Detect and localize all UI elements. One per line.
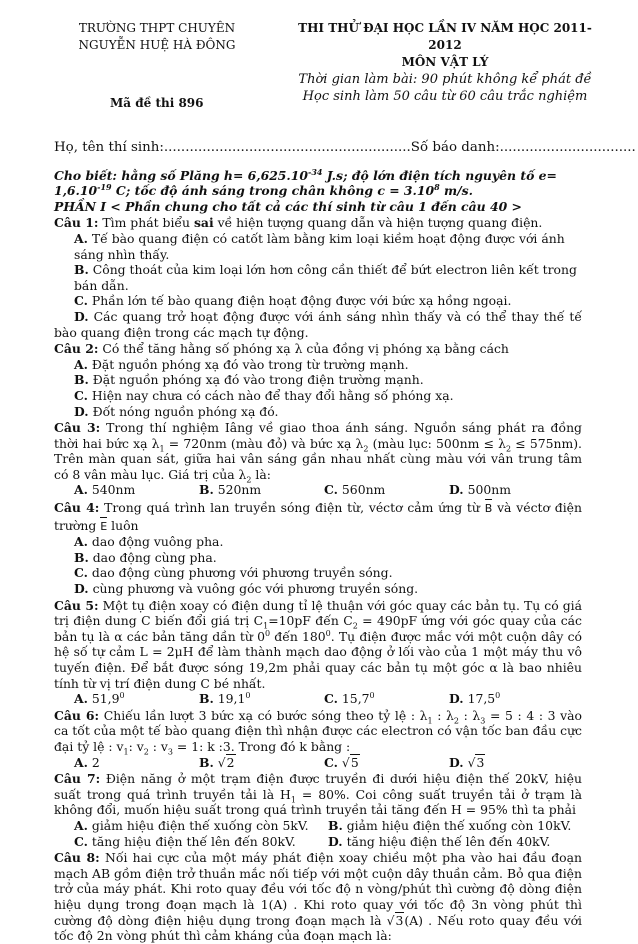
time-note: Thời gian làm bài: 90 phút không kể phát đề <box>298 72 592 87</box>
name-dots: .......................................................... <box>163 140 411 155</box>
exam-title: THI THỬ ĐẠI HỌC LẦN IV NĂM HỌC 2011-2012 MÔN VẬT LÝ Thời gian làm bài: 90 phút không kể phát đề Học sinh làm 50 câu từ 60 câu trắc nghiệm <box>290 20 600 105</box>
sqrt-symbol: √3 <box>467 754 485 770</box>
question-7: Câu 7: Điện năng ở một trạm điện được truyền đi dưới hiệu điện thế 20kV, hiệu suất trong quá trình truyền tải là $H_1 = 80\%$. Coi công suất truyền tải ở trạm là không đổi, muốn hiệu suất trong quá trình truyền tải tăng đến H = 95% thì ta phải A. giảm hiệu điện thế xuống còn 5kV. B. giảm hiệu điện thế xuống còn 10kV. C. tăng hiệu điện thế lên đến 80kV. D. tăng hiệu điện thế lên đến 40kV. <box>54 771 582 849</box>
option-b[interactable]: B. Công thoát của kim loại lớn hơn công cần thiết để bứt electron liên kết trong bán dẫn. <box>74 262 577 293</box>
question-label: Câu 8: <box>54 850 100 866</box>
option-d[interactable]: D. Các quang trở hoạt động được với ánh sáng nhìn thấy và có thể thay thế tế bào quang điện trong các mạch tự động. <box>54 308 582 340</box>
question-label: Câu 5: <box>54 597 99 613</box>
section-heading: PHẦN I < Phần chung cho tất cả các thí sinh từ câu 1 đến câu 40 > <box>54 198 522 214</box>
question-label: Câu 3: <box>54 420 101 436</box>
option-c[interactable]: C. tăng hiệu điện thế lên đến 80kV. <box>74 833 296 849</box>
question-1: Câu 1: Tìm phát biểu sai về hiện tượng quang dẫn và hiện tượng quang điện. A. Tế bào quang điện có catốt làm bằng kim loại kiềm hoạt động được với ánh sáng nhìn thấy. B. Công thoát của kim loại lớn hơn công cần thiết để bứt electron liên kết trong bán dẫn. C. Phần lớn tế bào quang điện hoạt động được với bức xạ hồng ngoại. D. Các quang trở hoạt động được với ánh sáng nhìn thấy và có thể thay thế tế bào quang điện trong các mạch tự động. <box>54 215 582 340</box>
option-d[interactable]: D. tăng hiệu điện thế lên đến 40kV. <box>328 833 551 849</box>
question-4: Câu 4: Trong quá trình lan truyền sóng điện từ, véctơ cảm ứng từ B và véctơ điện trường E luôn A. dao động vuông pha. B. dao động cùng pha. C. dao động cùng phương với phương truyền sóng. D. cùng phương và vuông góc với phương truyền sóng. <box>54 500 582 597</box>
student-info-line <box>54 140 636 156</box>
option-b[interactable]: B. √2 <box>199 754 235 770</box>
question-label: Câu 1: <box>54 215 99 231</box>
sqrt-symbol: √5 <box>341 754 359 770</box>
option-c[interactable]: C. Hiện nay chưa có cách nào để thay đổi hằng số phóng xạ. <box>74 387 454 403</box>
option-b[interactable]: B. dao động cùng pha. <box>74 549 217 565</box>
option-d[interactable]: D. Đốt nóng nguồn phóng xạ đó. <box>74 403 279 419</box>
instruction-note: Học sinh làm 50 câu từ 60 câu trắc nghiệm <box>302 89 588 104</box>
sqrt-symbol: √2 <box>217 754 235 770</box>
option-a[interactable]: A. 540nm <box>74 482 136 498</box>
question-label: Câu 2: <box>54 341 99 357</box>
exam-code: Mã đề thi 896 <box>110 96 204 110</box>
school-name: TRƯỜNG THPT CHUYÊN NGUYỄN HUỆ HÀ ĐÔNG <box>78 21 236 52</box>
option-c[interactable]: C. dao động cùng phương với phương truyền sóng. <box>74 565 393 581</box>
option-a[interactable]: A. 2 <box>74 754 100 770</box>
vector-e-symbol: E <box>100 517 107 535</box>
option-a[interactable]: A. 51,9$^0$ <box>74 691 125 707</box>
question-8: Câu 8: Nối hai cực của một máy phát điện xoay chiều một pha vào hai đầu đoạn mạch AB gồm điện trở thuần mắc nối tiếp với một cuộn dây thuần cảm. Bỏ qua điện trở của máy phát. Khi roto quay đều với tốc độ n vòng/phút thì cường độ dòng điện hiệu dụng trong đoạn mạch là 1(A) . Khi roto quay với tốc độ 3n vòng phút thì cường độ dòng điện hiệu dụng trong đoạn mạch là √3(A) . Nếu roto quay đều với tốc độ 2n vòng phút thì cảm kháng của đoạn mạch là: <box>54 850 582 944</box>
number-label: Số báo danh: <box>410 140 500 155</box>
question-label: Câu 7: <box>54 771 101 787</box>
number-dots: ................................ <box>499 140 636 155</box>
option-a[interactable]: A. Đặt nguồn phóng xạ đó vào trong từ trường mạnh. <box>74 356 409 372</box>
option-c[interactable]: C. √5 <box>324 754 359 770</box>
question-5: Câu 5: Một tụ điện xoay có điện dung tỉ lệ thuận với góc quay các bản tụ. Tụ có giá trị điện dung C biến đổi giá trị $C_1=10pF$ đến $C_2 = 490pF$ ứng với góc quay của các bản tụ là α các bản tăng dần từ $0^0$ đến $180^0$. Tụ điện được mắc với một cuộn dây có hệ số tự cảm L = 2μH để làm thành mạch dao động ở lối vào của 1 một máy thu vô tuyến điện. Để bắt được sóng 19,2m phải quay các bản tụ một góc α là bao nhiêu tính từ vị trí điện dung C bé nhất. A. 51,9$^0$ B. 19,1$^0$ C. 15,7$^0$ D. 17,5$^0$ <box>54 597 583 707</box>
question-2: Câu 2: Có thể tăng hằng số phóng xạ λ của đồng vị phóng xạ bằng cách A. Đặt nguồn phóng xạ đó vào trong từ trường mạnh. B. Đặt nguồn phóng xạ đó vào trong điện trường mạnh. C. Hiện nay chưa có cách nào để thay đổi hằng số phóng xạ. D. Đốt nóng nguồn phóng xạ đó. <box>54 341 582 419</box>
sqrt-symbol: √3 <box>386 912 404 928</box>
given-constants: Cho biết: hằng số Plăng $h= 6,625.10^{-34}$ J.s; độ lớn điện tích nguyên tố $e= 1,6.10^{-19}$ C; tốc độ ánh sáng trong chân không $c = 3.10^8$ m/s. <box>54 166 557 199</box>
option-b[interactable]: B. 520nm <box>199 482 262 498</box>
option-a[interactable]: A. dao động vuông pha. <box>74 534 224 550</box>
option-d[interactable]: D. √3 <box>449 754 485 770</box>
option-b[interactable]: B. giảm hiệu điện thế xuống còn 10kV. <box>328 817 572 833</box>
name-label: Họ, tên thí sinh: <box>54 140 164 155</box>
question-label: Câu 4: <box>54 500 100 516</box>
option-d[interactable]: D. 17,5$^0$ <box>449 691 501 707</box>
option-b[interactable]: B. Đặt nguồn phóng xạ đó vào trong điện trường mạnh. <box>74 372 424 388</box>
option-c[interactable]: C. 560nm <box>324 482 386 498</box>
question-6: Câu 6: Chiếu lần lượt 3 bức xạ có bước sóng theo tỷ lệ : $\lambda_1$ : $\lambda_2$ : $\lambda_3 = 5$ : 4 : 3 vào ca tốt của một tế bào quang điện thì nhận được các electron có vận tốc ban đầu cực đại tỷ lệ : $v_1$: $v_2$ : $v_3 = 1$: k :3. Trong đó k bằng : A. 2 B. √2 C. √5 D. √3 <box>54 707 582 770</box>
option-a[interactable]: A. giảm hiệu điện thế xuống còn 5kV. <box>74 817 309 833</box>
option-c[interactable]: C. 15,7$^0$ <box>324 691 375 707</box>
option-d[interactable]: D. 500nm <box>449 482 511 498</box>
vector-b-symbol: B <box>485 499 493 517</box>
option-c[interactable]: C. Phần lớn tế bào quang điện hoạt động được với bức xạ hồng ngoại. <box>74 293 512 309</box>
exam-header <box>54 0 592 110</box>
option-a[interactable]: A. Tế bào quang điện có catốt làm bằng kim loại kiềm hoạt động được với ánh sáng nhìn thấy. <box>74 230 565 262</box>
option-d[interactable]: D. cùng phương và vuông góc với phương truyền sóng. <box>74 581 419 597</box>
option-b[interactable]: B. 19,1$^0$ <box>199 691 251 707</box>
question-3: Câu 3: Trong thí nghiệm Iâng về giao thoa ánh sáng. Nguồn sáng phát ra đồng thời hai bức xạ $\lambda_1 = 720nm$ (màu đỏ) và bức xạ $\lambda_2$ (màu lục: $500nm \le \lambda_2 \le 575nm$). Trên màn quan sát, giữa hai vân sáng gần nhau nhất cùng màu với vân trung tâm có 8 vân màu lục. Giá trị của $\lambda_2$ là: A. 540nm B. 520nm C. 560nm D. 500nm <box>54 420 582 498</box>
question-label: Câu 6: <box>54 707 100 723</box>
